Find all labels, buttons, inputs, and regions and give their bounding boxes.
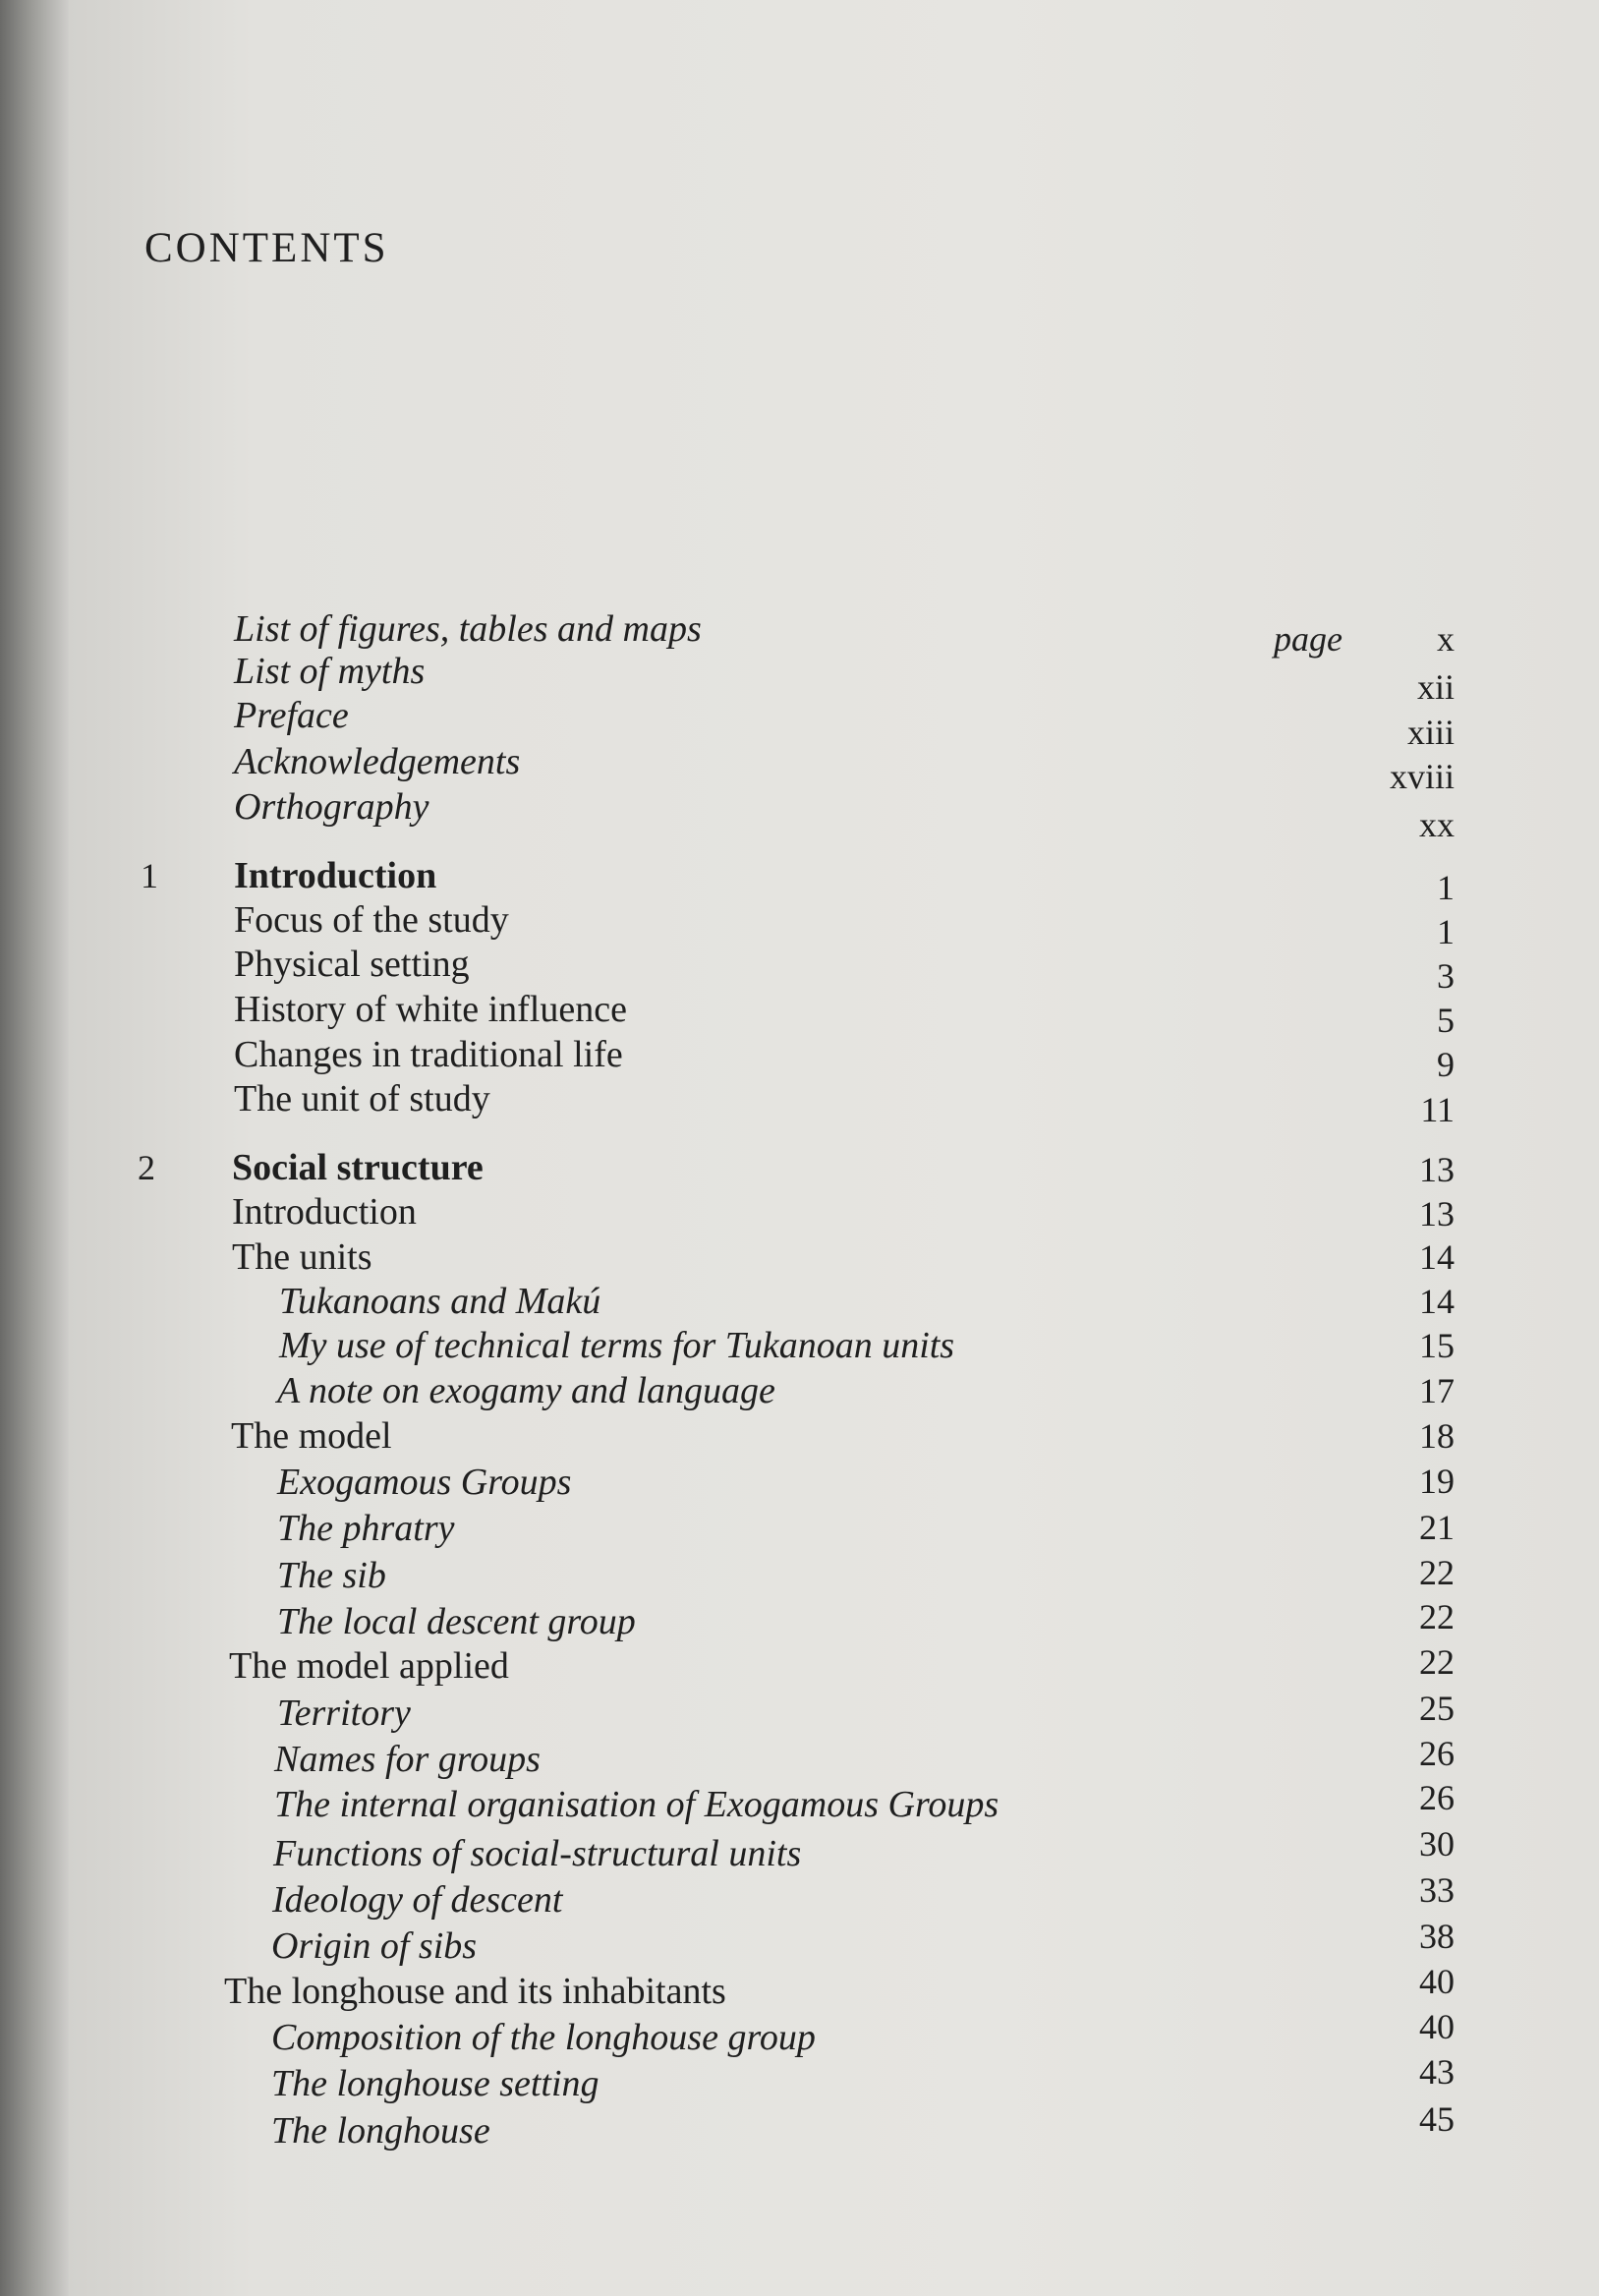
toc-entry-page: 43 <box>1419 2052 1455 2092</box>
toc-entry[interactable] <box>0 1917 1455 1969</box>
toc-entry-title: History of white influence <box>234 989 627 1030</box>
toc-entry[interactable] <box>0 1691 1455 1736</box>
toc-entry-title: The unit of study <box>234 1078 490 1119</box>
toc-entry-page: 11 <box>1420 1090 1455 1129</box>
toc-entry[interactable] <box>0 987 1455 1040</box>
toc-entry-page: 30 <box>1419 1824 1455 1864</box>
toc-entry-page: 33 <box>1419 1870 1455 1910</box>
toc-entry-title: The longhouse setting <box>271 2063 600 2104</box>
toc-entry-title: Composition of the longhouse group <box>271 2017 816 2058</box>
toc-entry[interactable] <box>0 1962 1455 2014</box>
toc-entry-page: 18 <box>1419 1416 1455 1456</box>
toc-entry[interactable] <box>0 1234 1455 1280</box>
toc-entry[interactable] <box>0 2052 1455 2106</box>
toc-entry[interactable] <box>0 2007 1455 2060</box>
toc-entry-title: My use of technical terms for Tukanoan units <box>279 1325 955 1366</box>
toc-entry-page: 1 <box>1437 912 1455 951</box>
toc-entry-page: 45 <box>1419 2099 1455 2139</box>
toc-entry-title: Tukanoans and Makú <box>279 1281 601 1322</box>
toc-entry-title: The units <box>232 1236 372 1278</box>
toc-entry-page: 14 <box>1419 1237 1455 1277</box>
toc-entry[interactable] <box>0 1506 1455 1551</box>
page-title: CONTENTS <box>144 225 389 271</box>
toc-entry-page: 40 <box>1419 2007 1455 2046</box>
toc-entry[interactable] <box>0 649 1455 707</box>
toc-entry[interactable] <box>0 1189 1455 1234</box>
toc-entry-page: 22 <box>1419 1553 1455 1592</box>
toc-entry-page: 21 <box>1419 1508 1455 1547</box>
toc-entry-title: The longhouse and its inhabitants <box>224 1971 726 2012</box>
toc-entry[interactable] <box>0 606 1455 659</box>
page-column-label: page <box>1274 619 1342 659</box>
toc-entry[interactable] <box>0 1643 1455 1689</box>
toc-entry-title: Acknowledgements <box>234 741 521 782</box>
toc-entry-title: Introduction <box>232 1191 417 1233</box>
toc-entry[interactable] <box>0 1824 1455 1876</box>
toc-entry[interactable] <box>0 1076 1455 1129</box>
toc-entry[interactable] <box>0 739 1455 796</box>
chapter-number: 2 <box>138 1148 155 1187</box>
toc-entry[interactable] <box>0 897 1455 951</box>
toc-entry-title: The sib <box>277 1555 386 1596</box>
toc-entry-page: xviii <box>1389 757 1455 796</box>
toc-entry-title: List of myths <box>234 651 426 692</box>
toc-entry-page: 25 <box>1419 1689 1455 1728</box>
toc-entry-page: xiii <box>1406 713 1455 752</box>
toc-entry[interactable] <box>0 942 1455 996</box>
toc-entry-title: Physical setting <box>234 944 470 985</box>
toc-entry[interactable] <box>0 1870 1455 1923</box>
toc-entry-page: 5 <box>1437 1001 1455 1040</box>
toc-entry-title: The model <box>231 1415 392 1457</box>
chapter-title: Social structure <box>232 1147 484 1188</box>
toc-entry-page: x <box>1437 619 1455 659</box>
toc-entry-title: A note on exogamy and language <box>277 1370 775 1411</box>
toc-entry-page: 1 <box>1437 868 1455 907</box>
toc-entry-page: 9 <box>1437 1045 1455 1084</box>
toc-entry-title: Origin of sibs <box>271 1925 478 1967</box>
toc-entry[interactable] <box>0 1368 1455 1413</box>
toc-entry[interactable] <box>0 1032 1455 1084</box>
toc-entry[interactable] <box>0 784 1455 844</box>
toc-entry[interactable] <box>0 1778 1455 1827</box>
toc-entry-title: Preface <box>234 695 349 736</box>
chapter-title: Introduction <box>234 855 437 896</box>
toc-entry-page: 17 <box>1419 1371 1455 1410</box>
toc-entry-title: Territory <box>277 1693 411 1734</box>
toc-entry-title: Ideology of descent <box>272 1879 563 1921</box>
toc-entry-page: 15 <box>1419 1326 1455 1365</box>
toc-entry-page: 3 <box>1437 956 1455 996</box>
toc-entry[interactable] <box>0 1460 1455 1505</box>
toc-entry-page: 38 <box>1419 1917 1455 1956</box>
toc-entry-title: Names for groups <box>274 1739 541 1780</box>
toc-entry-title: Orthography <box>234 786 429 828</box>
toc-entry-title: List of figures, tables and maps <box>234 608 702 650</box>
toc-entry-page: 13 <box>1419 1194 1455 1234</box>
toc-entry-title: The local descent group <box>277 1601 636 1642</box>
chapter-entry[interactable] <box>0 1145 1455 1190</box>
toc-entry-page: 14 <box>1419 1282 1455 1321</box>
toc-entry-page: 26 <box>1419 1778 1455 1817</box>
toc-entry-title: The longhouse <box>271 2110 490 2152</box>
toc-entry[interactable] <box>0 1553 1455 1598</box>
toc-entry-title: The phratry <box>277 1508 455 1549</box>
chapter-entry[interactable] <box>0 853 1455 907</box>
toc-entry-title: The internal organisation of Exogamous Groups <box>274 1784 999 1825</box>
toc-entry-page: xx <box>1419 805 1455 844</box>
toc-entry-page: 22 <box>1419 1642 1455 1682</box>
toc-entry-page: 22 <box>1419 1597 1455 1636</box>
toc-entry-title: Functions of social-structural units <box>273 1833 802 1874</box>
toc-entry[interactable] <box>0 1413 1455 1459</box>
chapter-number: 1 <box>141 856 158 895</box>
toc-entry-page: xii <box>1416 667 1455 707</box>
toc-entry-title: Exogamous Groups <box>277 1462 572 1503</box>
toc-entry-page: 40 <box>1419 1962 1455 2001</box>
toc-entry-page: 13 <box>1419 1150 1455 1189</box>
toc-entry[interactable] <box>0 2099 1455 2153</box>
toc-entry-title: Changes in traditional life <box>234 1034 623 1075</box>
toc-entry-title: The model applied <box>229 1645 509 1687</box>
toc-entry-page: 19 <box>1419 1462 1455 1501</box>
toc-entry[interactable] <box>0 1734 1455 1782</box>
toc-entry[interactable] <box>0 1599 1455 1644</box>
toc-entry[interactable] <box>0 693 1455 752</box>
toc-entry-title: Focus of the study <box>234 899 509 941</box>
toc-entry[interactable] <box>0 1323 1455 1368</box>
toc-entry[interactable] <box>0 1279 1455 1324</box>
toc-entry-page: 26 <box>1419 1734 1455 1773</box>
